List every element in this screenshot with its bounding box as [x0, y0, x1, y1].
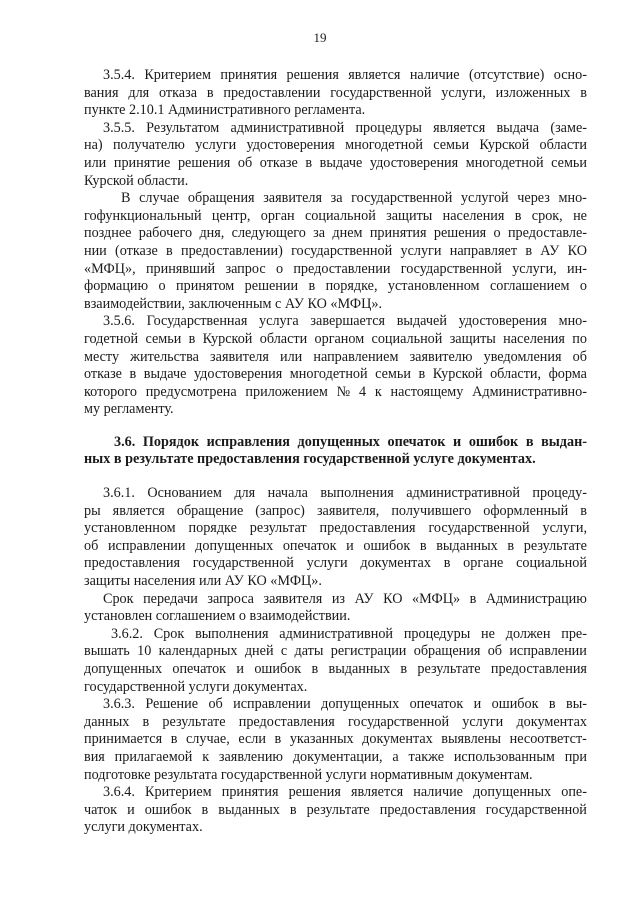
text-line: защиты населения или АУ КО «МФЦ». — [84, 573, 322, 590]
text-line: формацию о принятом решении в порядке, установленном соглашением о — [84, 278, 587, 295]
text-line: установленном порядке результат предоставления государственной услуги, — [84, 520, 587, 537]
text-line: чаток и ошибок в выданных в результате предоставления государственной — [84, 801, 587, 818]
text-line: В случае обращения заявителя за государственной услугой через мно- — [121, 190, 587, 207]
text-line: принимается в случае, если в указанных документах выявлены несоответст- — [84, 731, 587, 748]
text-line: Срок передачи запроса заявителя из АУ КО «МФЦ» в Администрацию — [103, 590, 587, 607]
document-body — [84, 67, 587, 837]
text-line: отказе в выдаче удостоверения многодетной семьи в Курской области, форма — [84, 366, 587, 383]
paragraph-p-3-6-3 — [84, 696, 587, 784]
text-line: годетной семьи в Курской области органом социальной защиты населения по — [84, 330, 587, 347]
text-line: 3.5.4. Критерием принятия решения является наличие (отсутствие) осно- — [103, 67, 587, 83]
paragraph-p-transfer-term — [84, 591, 587, 626]
text-line: месту жительства заявителя или направлением заявителю уведомления об — [84, 348, 587, 365]
text-line: государственной услуги документах. — [84, 678, 308, 695]
paragraph-p-3-6-4 — [84, 784, 587, 837]
section-heading — [84, 434, 587, 469]
text-line: 3.6.3. Решение об исправлении допущенных опечаток и ошибок в вы- — [103, 696, 587, 713]
text-line: подготовке результата государственной услуги нормативным документам. — [84, 766, 533, 783]
text-line: позднее рабочего дня, следующего за днем принятия решения о предоставле- — [84, 225, 587, 242]
text-line: гофункциональный центр, орган социальной защиты населения в срок, не — [84, 207, 587, 224]
text-line: 3.5.5. Результатом административной процедуры является выдача (заме- — [103, 119, 587, 136]
text-line: ры является обращение (запрос) заявителя, получившего оформленный в — [84, 502, 587, 519]
text-line: данных в результате предоставления государственной услуги документах — [84, 713, 587, 730]
text-line: 3.6.2. Срок выполнения административной процедуры не должен пре- — [111, 625, 587, 642]
text-line: «МФЦ», принявший запрос о предоставлении государственной услуги, ин- — [84, 260, 587, 277]
text-line: му регламенту. — [84, 401, 174, 418]
text-line: предоставления государственной услуги документах в органе социальной — [84, 555, 587, 572]
paragraph-p-mfc-case — [84, 190, 587, 313]
text-line: вышать 10 календарных дней с даты регистрации обращения об исправлении — [84, 643, 587, 660]
text-line: или принятие решения об отказе в выдаче удостоверения многодетной семьи — [84, 154, 587, 171]
heading-line: 3.6. Порядок исправления допущенных опечаток и ошибок в выдан- — [114, 433, 587, 450]
spacer — [84, 419, 587, 434]
text-line: 3.5.6. Государственная услуга завершается выдачей удостоверения мно- — [103, 313, 587, 330]
paragraph-p-3-6-1 — [84, 485, 587, 591]
spacer — [84, 469, 587, 485]
text-line: пункте 2.10.1 Административного регламента. — [84, 102, 366, 119]
text-line: взаимодействии, заключенным с АУ КО «МФЦ». — [84, 295, 382, 312]
text-line: допущенных опечаток и ошибок в выданных в результате предоставления — [84, 661, 587, 677]
heading-line: ных в результате предоставления государственной услуге документах. — [84, 451, 536, 468]
text-line: вания для отказа в предоставлении государственной услуги, изложенных в — [84, 84, 587, 101]
text-line: 3.6.1. Основанием для начала выполнения административной процеду- — [103, 485, 587, 502]
paragraph-p-3-5-5 — [84, 120, 587, 190]
text-line: которого предусмотрена приложением № 4 к настоящему Административно- — [84, 383, 587, 400]
text-line: услуги документах. — [84, 819, 203, 836]
paragraph-p-3-5-4 — [84, 67, 587, 120]
text-line: установлен соглашением о взаимодействии. — [84, 608, 351, 625]
text-line: Курской области. — [84, 172, 189, 189]
paragraph-p-3-6-2 — [84, 626, 587, 696]
text-line: вия прилагаемой к заявлению документации, а также использованным при — [84, 748, 587, 765]
text-line: об исправлении допущенных опечаток и ошибок в выданных в результате — [84, 537, 587, 554]
paragraph-p-3-5-6 — [84, 313, 587, 419]
page-number: 19 — [313, 30, 327, 45]
text-line: 3.6.4. Критерием принятия решения является наличие допущенных опе- — [103, 784, 587, 801]
text-line: нии (отказе в предоставлении) государственной услуги направляет в АУ КО — [84, 242, 587, 259]
text-line: на) получателю услуги удостоверения многодетной семьи Курской области — [84, 137, 587, 154]
